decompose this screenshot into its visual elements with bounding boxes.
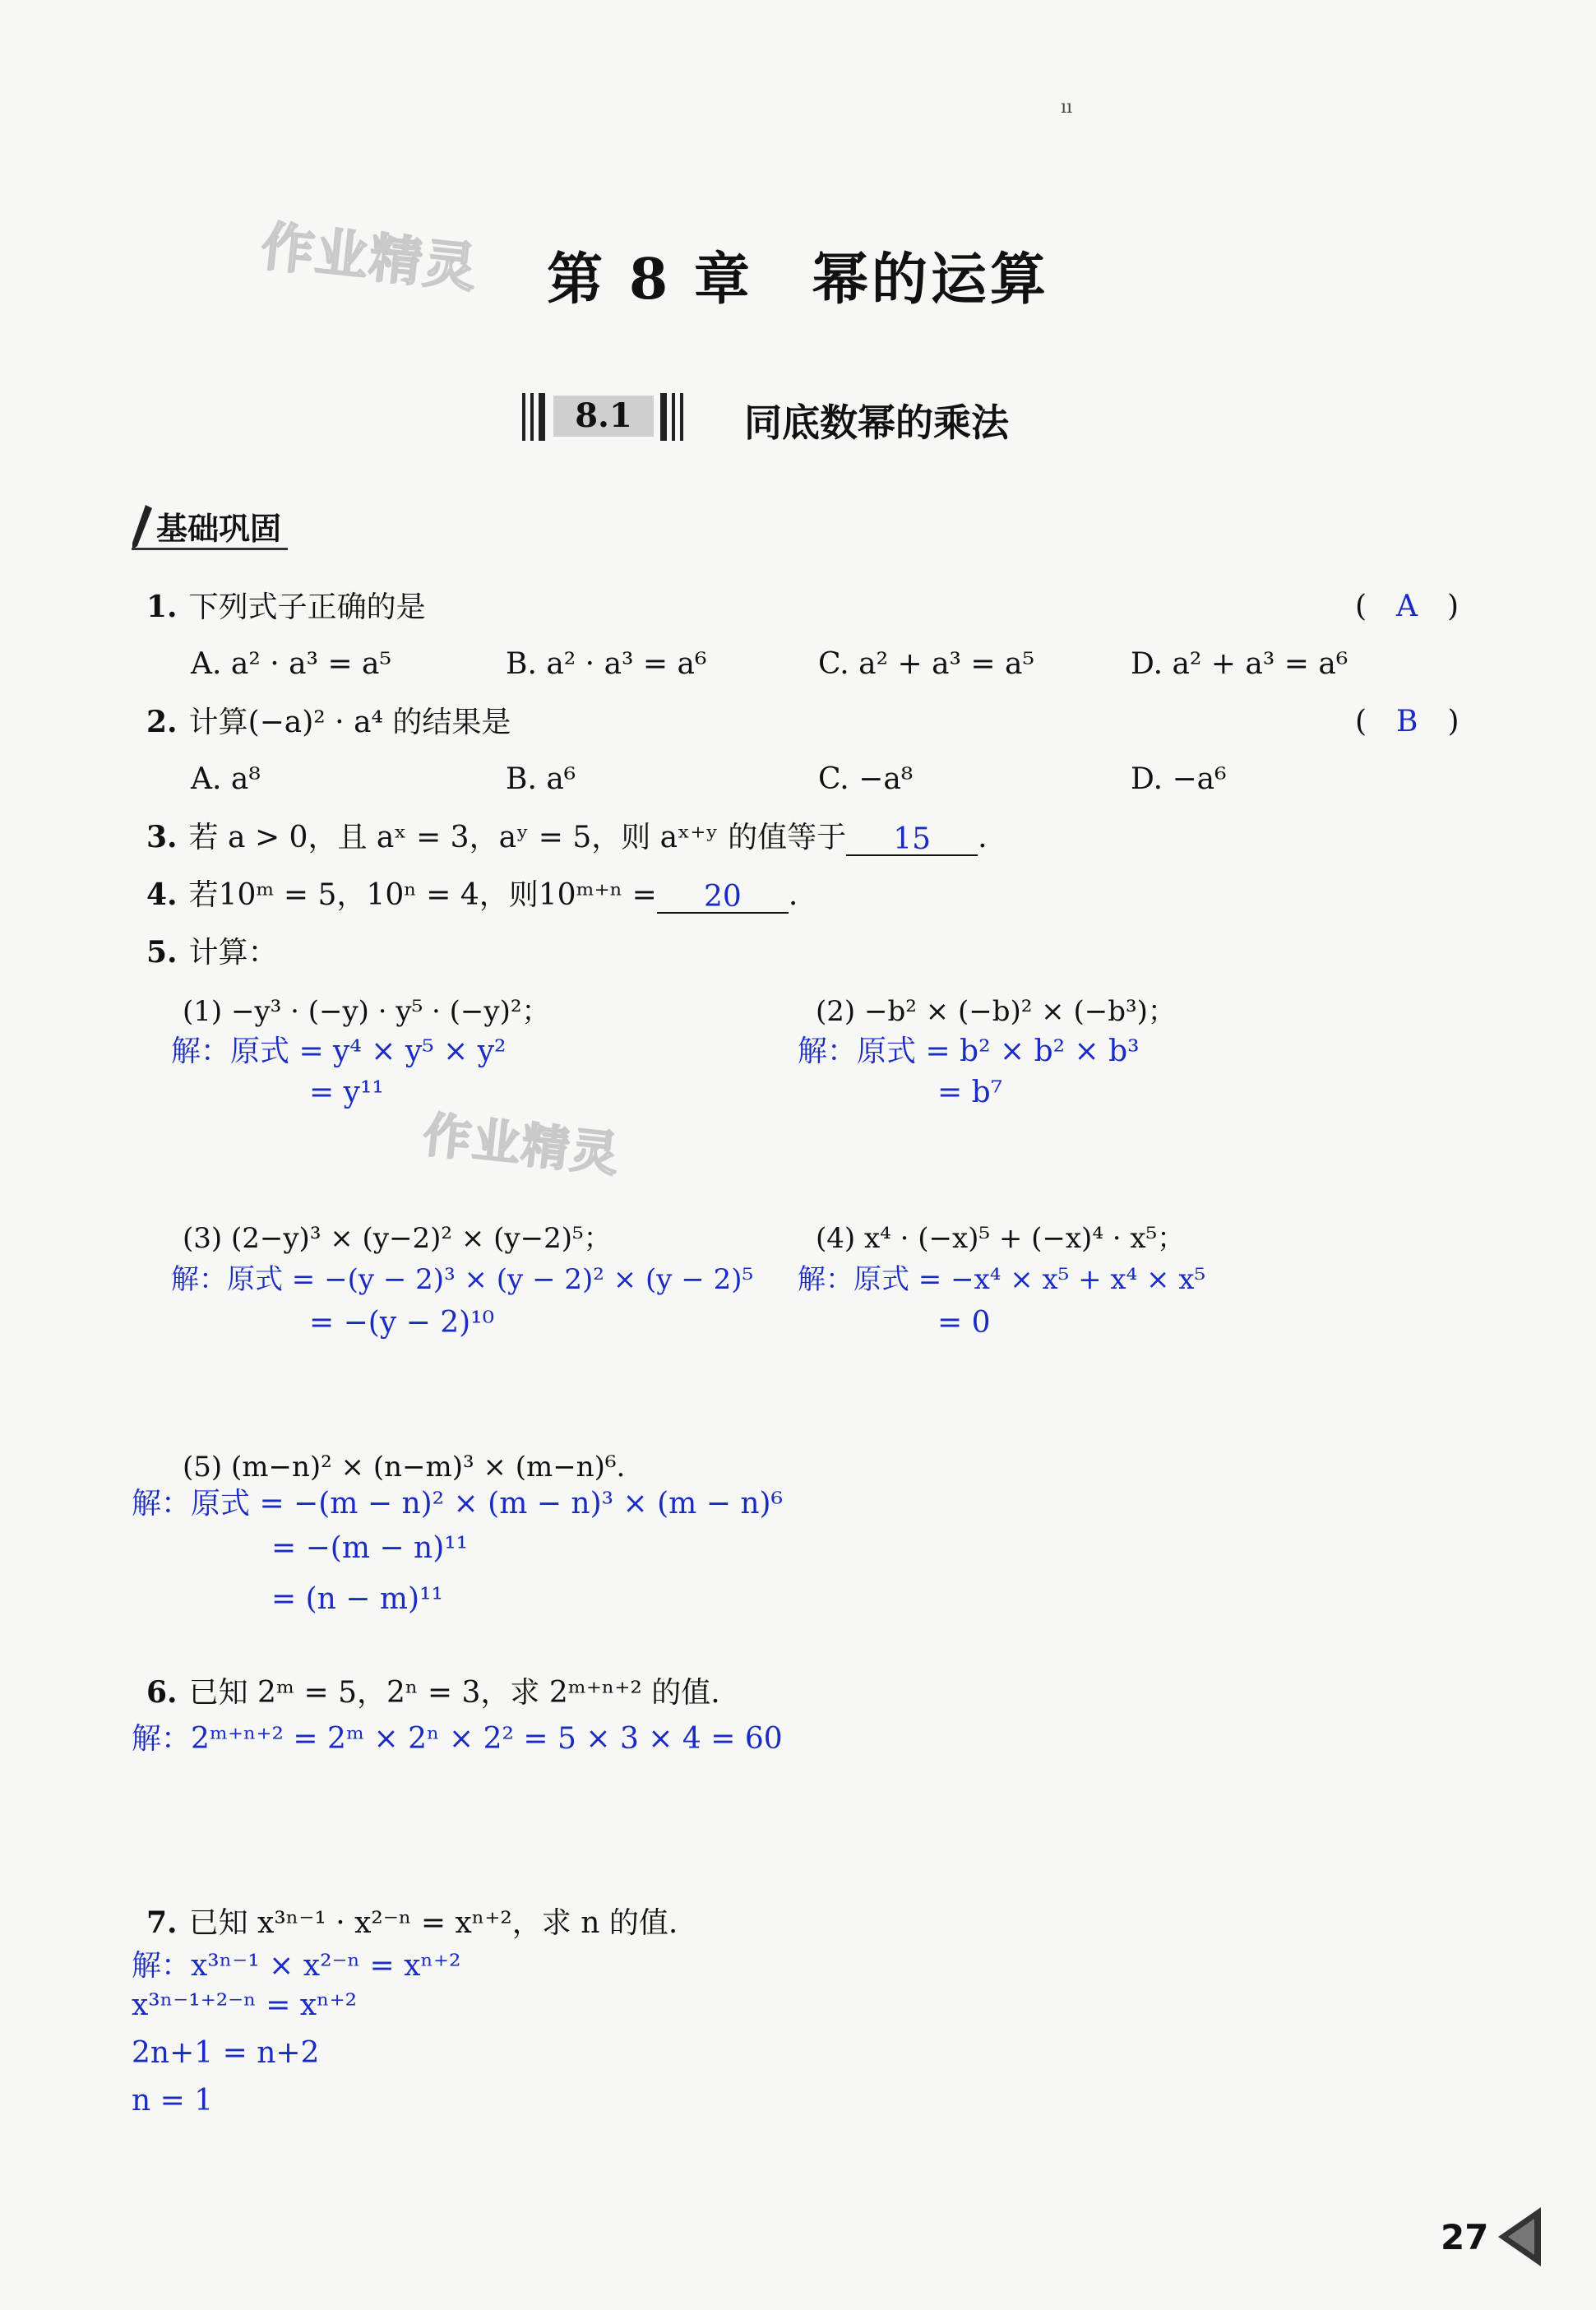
q5-part-3: (3) (2−y)³ × (y−2)² × (y−2)⁵； bbox=[183, 1222, 612, 1255]
q2-option: B. a⁶ bbox=[506, 762, 576, 796]
q1-answer: A bbox=[1396, 590, 1418, 623]
question-2: 2. 计算(−a)² · a⁴ 的结果是 bbox=[146, 705, 511, 739]
q5-part-5-solution: 解：原式 = −(m − n)² × (m − n)³ × (m − n)⁶ bbox=[132, 1487, 784, 1521]
section-heading: 基础巩固 bbox=[156, 511, 282, 547]
q5-part-4-solution: 解：原式 = −x⁴ × x⁵ + x⁴ × x⁵ bbox=[798, 1263, 1206, 1296]
q1-answer-paren: ( A ) bbox=[1355, 590, 1460, 623]
question-5: 5. 计算： bbox=[146, 935, 278, 970]
watermark: 作业精灵 bbox=[258, 216, 481, 300]
q5-part-4: (4) x⁴ · (−x)⁵ + (−x)⁴ · x⁵； bbox=[816, 1222, 1186, 1255]
q7-solution: 解：x³ⁿ⁻¹ × x²⁻ⁿ = xⁿ⁺² bbox=[132, 1949, 461, 1983]
q3-answer: 15 bbox=[893, 822, 931, 856]
q7-step: 2n+1 = n+2 bbox=[132, 2036, 320, 2070]
page-corner-triangle-icon bbox=[1493, 2204, 1544, 2270]
page-mark: ıı bbox=[1061, 97, 1073, 118]
q5-part-2: (2) −b² × (−b)² × (−b³)； bbox=[816, 995, 1176, 1028]
q2-option: A. a⁸ bbox=[191, 762, 261, 796]
q5-part-2-result: = b⁷ bbox=[937, 1076, 1003, 1109]
page-number: 27 bbox=[1441, 2217, 1489, 2257]
watermark: 作业精灵 bbox=[420, 1106, 623, 1183]
section-number-box bbox=[522, 393, 691, 441]
chapter-title: 第 8 章 幂的运算 bbox=[547, 247, 1049, 312]
pencil-icon bbox=[127, 503, 157, 553]
q5-part-1: (1) −y³ · (−y) · y⁵ · (−y)²； bbox=[183, 995, 550, 1028]
section-number: 8.1 bbox=[553, 396, 654, 437]
q2-answer: B bbox=[1396, 705, 1418, 738]
question-6: 6. 已知 2ᵐ = 5，2ⁿ = 3，求 2ᵐ⁺ⁿ⁺² 的值. bbox=[146, 1675, 720, 1710]
q5-part-1-result: = y¹¹ bbox=[309, 1076, 384, 1109]
question-7: 7. 已知 x³ⁿ⁻¹ · x²⁻ⁿ = xⁿ⁺²，求 n 的值. bbox=[146, 1905, 678, 1940]
q1-option: A. a² · a³ = a⁵ bbox=[191, 647, 391, 681]
q5-part-5-step: = −(m − n)¹¹ bbox=[271, 1531, 469, 1565]
q5-part-5-result: = (n − m)¹¹ bbox=[271, 1582, 443, 1616]
q5-part-3-result: = −(y − 2)¹⁰ bbox=[309, 1306, 495, 1340]
q5-part-3-solution: 解：原式 = −(y − 2)³ × (y − 2)² × (y − 2)⁵ bbox=[171, 1263, 754, 1296]
q1-option: D. a² + a³ = a⁶ bbox=[1131, 647, 1349, 681]
q1-option: B. a² · a³ = a⁶ bbox=[506, 647, 707, 681]
q5-part-2-solution: 解：原式 = b² × b² × b³ bbox=[798, 1035, 1140, 1068]
question-1: 1. 下列式子正确的是 bbox=[146, 590, 426, 624]
q2-option: D. −a⁶ bbox=[1131, 762, 1227, 796]
q7-result: n = 1 bbox=[132, 2084, 214, 2118]
question-3: 3. 若 a > 0，且 aˣ = 3，aʸ = 5，则 aˣ⁺ʸ 的值等于 15 . bbox=[146, 820, 988, 856]
q5-part-5: (5) (m−n)² × (n−m)³ × (m−n)⁶. bbox=[183, 1451, 626, 1484]
section-title: 同底数幂的乘法 bbox=[744, 400, 1009, 445]
q1-option: C. a² + a³ = a⁵ bbox=[818, 647, 1034, 681]
heading-underline bbox=[132, 548, 288, 550]
q2-option: C. −a⁸ bbox=[818, 762, 914, 796]
q7-step: x³ⁿ⁻¹⁺²⁻ⁿ = xⁿ⁺² bbox=[132, 1988, 358, 2022]
q6-solution: 解：2ᵐ⁺ⁿ⁺² = 2ᵐ × 2ⁿ × 2² = 5 × 3 × 4 = 60 bbox=[132, 1722, 783, 1756]
q4-answer: 20 bbox=[703, 880, 742, 914]
q5-part-4-result: = 0 bbox=[937, 1306, 991, 1340]
q2-answer-paren: ( B ) bbox=[1355, 705, 1460, 738]
q5-part-1-solution: 解：原式 = y⁴ × y⁵ × y² bbox=[171, 1035, 507, 1068]
question-4: 4. 若10ᵐ = 5，10ⁿ = 4，则10ᵐ⁺ⁿ = 20 . bbox=[146, 877, 798, 914]
